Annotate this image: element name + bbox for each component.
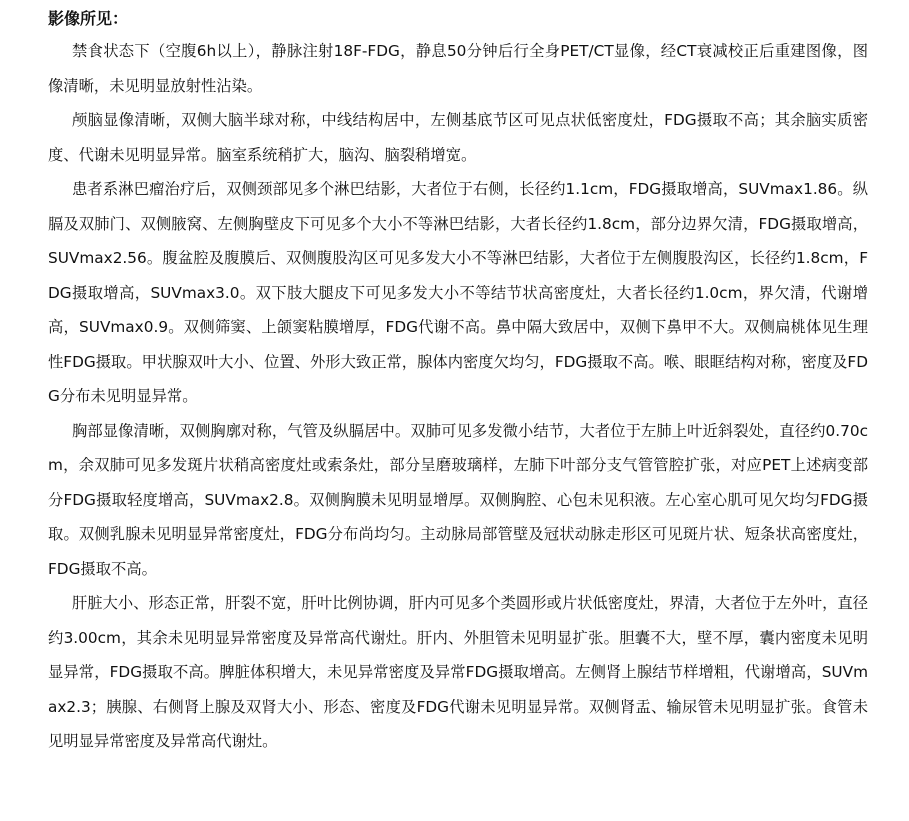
paragraph-lymph-nodes-head-neck: 患者系淋巴瘤治疗后，双侧颈部见多个淋巴结影，大者位于右侧，长径约1.1cm，FDG摄取增高，SUVmax1.86。纵膈及双肺门、双侧腋窝、左侧胸壁皮下可见多个大小不等淋巴结影，大者长径约1.8cm，部分边界欠清，FDG摄取增高，SUVmax2.56。腹盆腔及腹膜后、双侧腹股沟区可见多发大小不等淋巴结影，大者位于左侧腹股沟区，长径约1.8cm，FDG摄取增高，SUVmax3.0。双下肢大腿皮下可见多发大小不等结节状高密度灶，大者长径约1.0cm，界欠清，代谢增高，SUVmax0.9。双侧筛窦、上颌窦粘膜增厚，FDG代谢不高。鼻中隔大致居中，双侧下鼻甲不大。双侧扁桃体见生理性FDG摄取。甲状腺双叶大小、位置、外形大致正常，腺体内密度欠均匀，FDG摄取不高。喉、眼眶结构对称，密度及FDG分布未见明显异常。 xyxy=(48,180,868,405)
paragraph-abdomen: 肝脏大小、形态正常，肝裂不宽，肝叶比例协调，肝内可见多个类圆形或片状低密度灶，界清，大者位于左外叶，直径约3.00cm，其余未见明显异常密度及异常高代谢灶。肝内、外胆管未见明显扩张。胆囊不大，壁不厚，囊内密度未见明显异常，FDG摄取不高。脾脏体积增大，未见异常密度及异常FDG摄取增高。左侧肾上腺结节样增粗，代谢增高，SUVmax2.3；胰腺、右侧肾上腺及双肾大小、形态、密度及FDG代谢未见明显异常。双侧肾盂、输尿管未见明显扩张。食管未见明显异常密度及异常高代谢灶。 xyxy=(48,594,868,750)
paragraph-brain: 颅脑显像清晰，双侧大脑半球对称，中线结构居中，左侧基底节区可见点状低密度灶，FDG摄取不高；其余脑实质密度、代谢未见明显异常。脑室系统稍扩大，脑沟、脑裂稍增宽。 xyxy=(48,111,868,164)
paragraph-chest: 胸部显像清晰，双侧胸廓对称，气管及纵膈居中。双肺可见多发微小结节，大者位于左肺上叶近斜裂处，直径约0.70cm，余双肺可见多发斑片状稍高密度灶或索条灶，部分呈磨玻璃样，左肺下叶部分支气管管腔扩张，对应PET上述病变部分FDG摄取轻度增高，SUVmax2.8。双侧胸膜未见明显增厚。双侧胸腔、心包未见积液。左心室心肌可见欠均匀FDG摄取。双侧乳腺未见明显异常密度灶，FDG分布尚均匀。主动脉局部管壁及冠状动脉走形区可见斑片状、短条状高密度灶，FDG摄取不高。 xyxy=(48,421,868,578)
paragraph-exam-protocol: 禁食状态下（空腹6h以上），静脉注射18F-FDG，静息50分钟后行全身PET/CT显像，经CT衰减校正后重建图像，图像清晰，未见明显放射性沾染。 xyxy=(48,42,868,95)
imaging-findings-report xyxy=(48,6,868,759)
section-heading: 影像所见： xyxy=(48,9,129,28)
